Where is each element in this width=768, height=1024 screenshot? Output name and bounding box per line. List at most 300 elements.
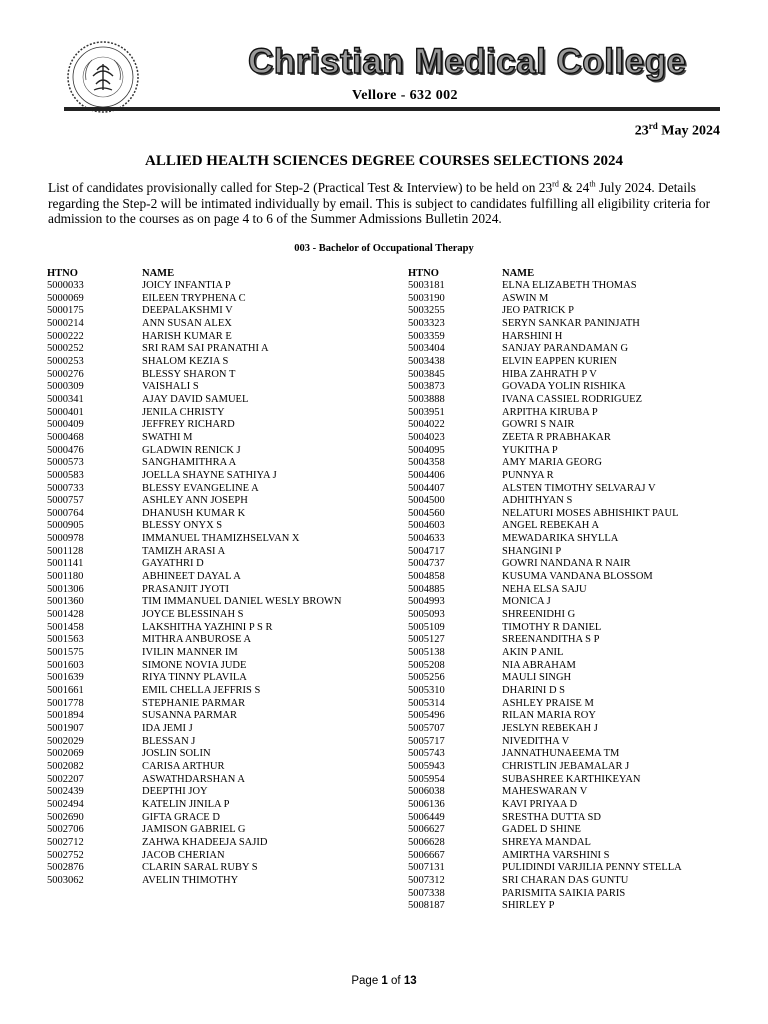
- candidate-name: PUNNYA R: [502, 469, 554, 481]
- candidate-name: ELVIN EAPPEN KURIEN: [502, 355, 618, 367]
- candidate-htno: 5000409: [47, 419, 84, 431]
- candidate-htno: 5000401: [47, 406, 84, 418]
- course-heading: 003 - Bachelor of Occupational Therapy: [294, 243, 474, 254]
- candidate-htno: 5000476: [47, 444, 84, 456]
- candidate-name: PULIDINDI VARJILIA PENNY STELLA: [502, 862, 682, 874]
- candidate-row: [47, 394, 372, 407]
- candidate-name: VAISHALI S: [142, 381, 199, 393]
- candidate-row: [47, 280, 372, 293]
- candidate-name: BLESSY EVANGELINE A: [142, 482, 259, 494]
- candidate-htno: 5005943: [408, 760, 445, 772]
- candidate-row: [408, 520, 732, 533]
- candidate-htno: 5004717: [408, 545, 445, 557]
- candidate-row: [47, 369, 372, 382]
- candidate-htno: 5005496: [408, 710, 445, 722]
- htno-column-header: HTNO: [47, 268, 78, 279]
- candidate-row: [47, 432, 372, 445]
- candidate-row: [408, 369, 732, 382]
- candidate-name: SHIRLEY P: [502, 900, 555, 912]
- candidate-row: [47, 520, 372, 533]
- candidate-name: SWATHI M: [142, 431, 193, 443]
- candidate-row: [408, 495, 732, 508]
- candidate-htno: 5002069: [47, 748, 84, 760]
- candidate-row: [408, 875, 732, 888]
- candidate-htno: 5000214: [47, 317, 84, 329]
- candidate-htno: 5004603: [408, 520, 445, 532]
- candidate-name: GLADWIN RENICK J: [142, 444, 241, 456]
- candidate-name: SHANGINI P: [502, 545, 562, 557]
- candidate-row: [47, 571, 372, 584]
- candidate-name: SANGHAMITHRA A: [142, 457, 237, 469]
- candidate-row: [408, 761, 732, 774]
- college-seal-logo: [66, 40, 140, 114]
- candidate-row: [47, 318, 372, 331]
- candidate-name: DEEPALAKSHMI V: [142, 305, 233, 317]
- college-name: Christian Medical College: [248, 42, 687, 81]
- candidate-name: MEWADARIKA SHYLLA: [502, 533, 619, 545]
- candidate-row: [408, 546, 732, 559]
- candidate-name: ANN SUSAN ALEX: [142, 317, 232, 329]
- candidate-htno: 5000253: [47, 355, 84, 367]
- candidate-row: [47, 748, 372, 761]
- candidate-htno: 5000252: [47, 343, 84, 355]
- candidate-htno: 5001603: [47, 659, 84, 671]
- candidate-name: PARISMITA SAIKIA PARIS: [502, 887, 626, 899]
- candidate-row: [47, 647, 372, 660]
- candidate-name: AMY MARIA GEORG: [502, 457, 602, 469]
- candidate-htno: 5003190: [408, 292, 445, 304]
- candidate-htno: 5007338: [408, 887, 445, 899]
- candidate-row: [47, 875, 372, 888]
- candidate-row: [47, 862, 372, 875]
- candidate-htno: 5005093: [408, 609, 445, 621]
- candidate-row: [408, 381, 732, 394]
- candidate-row: [408, 280, 732, 293]
- candidate-name: AMIRTHA VARSHINI S: [502, 849, 610, 861]
- candidate-name: SERYN SANKAR PANINJATH: [502, 317, 640, 329]
- candidate-htno: 5006667: [408, 849, 445, 861]
- candidate-row: [408, 824, 732, 837]
- candidate-row: [408, 698, 732, 711]
- candidate-htno: 5002207: [47, 773, 84, 785]
- candidate-htno: 5003062: [47, 874, 84, 886]
- candidate-name: GOWRI NANDANA R NAIR: [502, 558, 631, 570]
- candidate-row: [47, 672, 372, 685]
- candidate-name: HARSHINI H: [502, 330, 563, 342]
- candidate-htno: 5001360: [47, 596, 84, 608]
- candidate-name: SRESTHA DUTTA SD: [502, 811, 601, 823]
- candidate-htno: 5000069: [47, 292, 84, 304]
- candidate-htno: 5005743: [408, 748, 445, 760]
- candidate-name: MAULI SINGH: [502, 672, 572, 684]
- candidate-htno: 5005138: [408, 647, 445, 659]
- candidate-row: [408, 799, 732, 812]
- candidate-row: [408, 318, 732, 331]
- candidate-row: [408, 584, 732, 597]
- candidate-name: SUSANNA PARMAR: [142, 710, 238, 722]
- candidate-name: ARPITHA KIRUBA P: [502, 406, 598, 418]
- candidate-row: [408, 571, 732, 584]
- candidate-name: CHRISTLIN JEBAMALAR J: [502, 760, 630, 772]
- candidate-htno: 5001128: [47, 545, 84, 557]
- candidate-row: [408, 774, 732, 787]
- candidate-name: DHARINI D S: [502, 685, 565, 696]
- candidate-name: DEEPTHI JOY: [142, 786, 208, 798]
- candidate-htno: 5001661: [47, 685, 84, 696]
- candidate-name: AKIN P ANIL: [502, 647, 564, 659]
- candidate-name: JESLYN REBEKAH J: [502, 722, 598, 734]
- candidate-htno: 5004885: [408, 583, 445, 595]
- candidate-name: LAKSHITHA YAZHINI P S R: [142, 621, 273, 633]
- candidate-htno: 5004407: [408, 482, 445, 494]
- candidate-row: [408, 748, 732, 761]
- candidate-htno: 5001894: [47, 710, 84, 722]
- candidate-htno: 5001141: [47, 558, 84, 570]
- candidate-htno: 5003323: [408, 317, 445, 329]
- candidate-htno: 5000175: [47, 305, 84, 317]
- candidate-htno: 5005208: [408, 659, 445, 671]
- candidate-htno: 5005717: [408, 735, 445, 747]
- candidate-row: [408, 331, 732, 344]
- candidate-htno: 5002706: [47, 824, 84, 836]
- candidate-name: AVELIN THIMOTHY: [142, 874, 239, 886]
- candidate-row: [408, 432, 732, 445]
- candidate-htno: 5005707: [408, 722, 445, 734]
- candidate-htno: 5002082: [47, 760, 84, 772]
- candidate-name: MAHESWARAN V: [502, 786, 588, 798]
- candidate-htno: 5002690: [47, 811, 84, 823]
- candidate-name: SANJAY PARANDAMAN G: [502, 343, 629, 355]
- candidate-name: KUSUMA VANDANA BLOSSOM: [502, 571, 653, 583]
- list-header: [408, 267, 732, 280]
- candidate-name: IVANA CASSIEL RODRIGUEZ: [502, 393, 643, 405]
- candidate-name: GIFTA GRACE D: [142, 811, 220, 823]
- candidate-name: TIM IMMANUEL DANIEL WESLY BROWN: [142, 596, 342, 608]
- candidate-row: [47, 786, 372, 799]
- candidate-htno: 5004993: [408, 596, 445, 608]
- candidate-htno: 5008187: [408, 900, 445, 912]
- candidate-row: [408, 786, 732, 799]
- candidate-name: ANGEL REBEKAH A: [502, 520, 600, 532]
- candidate-htno: 5001428: [47, 609, 84, 621]
- candidate-row: [408, 685, 732, 698]
- candidate-name: STEPHANIE PARMAR: [142, 697, 246, 709]
- candidate-htno: 5007131: [408, 862, 445, 874]
- candidate-htno: 5004023: [408, 431, 445, 443]
- candidate-row: [408, 672, 732, 685]
- candidate-row: [47, 381, 372, 394]
- candidate-row: [47, 356, 372, 369]
- candidate-row: [47, 343, 372, 356]
- candidate-name: ADHITHYAN S: [502, 495, 573, 507]
- candidate-row: [47, 584, 372, 597]
- candidate-name: KATELIN JINILA P: [142, 798, 230, 810]
- candidate-row: [47, 419, 372, 432]
- candidate-row: [47, 723, 372, 736]
- document-date: 23rd May 2024: [634, 121, 720, 139]
- candidate-row: [408, 457, 732, 470]
- candidate-name: JENILA CHRISTY: [142, 406, 225, 418]
- candidate-htno: 5002712: [47, 836, 84, 848]
- candidate-name: ZEETA R PRABHAKAR: [502, 431, 611, 443]
- candidate-list-left: [47, 267, 372, 888]
- candidate-name: SHREENIDHI G: [502, 609, 576, 621]
- candidate-name: HIBA ZAHRATH P V: [502, 368, 597, 380]
- page-number: Page 1 of 13: [351, 975, 417, 987]
- candidate-htno: 5000764: [47, 507, 84, 519]
- candidate-row: [408, 483, 732, 496]
- candidate-htno: 5003255: [408, 305, 445, 317]
- candidate-htno: 5000033: [47, 280, 84, 291]
- candidate-row: [408, 407, 732, 420]
- candidate-name: NEHA ELSA SAJU: [502, 583, 587, 595]
- candidate-row: [47, 634, 372, 647]
- candidate-htno: 5005954: [408, 773, 445, 785]
- candidate-row: [408, 356, 732, 369]
- candidate-name: NIA ABRAHAM: [502, 659, 576, 671]
- candidate-name: PRASANJIT JYOTI: [142, 583, 230, 595]
- candidate-htno: 5003951: [408, 406, 445, 418]
- candidate-name: JACOB CHERIAN: [142, 849, 225, 861]
- candidate-name: ASHLEY PRAISE M: [502, 697, 594, 709]
- candidate-row: [47, 710, 372, 723]
- candidate-name: GADEL D SHINE: [502, 824, 581, 836]
- candidate-row: [47, 293, 372, 306]
- candidate-name: SUBASHREE KARTHIKEYAN: [502, 773, 641, 785]
- candidate-row: [408, 596, 732, 609]
- candidate-name: BLESSY ONYX S: [142, 520, 223, 532]
- candidate-name: NELATURI MOSES ABHISHIKT PAUL: [502, 507, 679, 519]
- candidate-htno: 5006449: [408, 811, 445, 823]
- candidate-htno: 5003438: [408, 355, 445, 367]
- candidate-htno: 5000341: [47, 393, 84, 405]
- candidate-htno: 5007312: [408, 874, 445, 886]
- candidate-name: JANNATHUNAEEMA TM: [502, 748, 620, 760]
- candidate-row: [47, 609, 372, 622]
- candidate-htno: 5006627: [408, 824, 445, 836]
- candidate-name: ABHINEET DAYAL A: [142, 571, 241, 583]
- candidate-name: BLESSY SHARON T: [142, 368, 236, 380]
- candidate-htno: 5000309: [47, 381, 84, 393]
- candidate-htno: 5002029: [47, 735, 84, 747]
- candidate-name: TIMOTHY R DANIEL: [502, 621, 602, 633]
- candidate-htno: 5002439: [47, 786, 84, 798]
- candidate-row: [408, 660, 732, 673]
- candidate-name: IMMANUEL THAMIZHSELVAN X: [142, 533, 300, 545]
- candidate-name: CLARIN SARAL RUBY S: [142, 862, 258, 874]
- candidate-htno: 5004560: [408, 507, 445, 519]
- candidate-row: [47, 685, 372, 698]
- candidate-row: [408, 647, 732, 660]
- candidate-htno: 5001180: [47, 571, 84, 583]
- candidate-row: [408, 736, 732, 749]
- intro-paragraph: List of candidates provisionally called for Step-2 (Practical Test & Interview) to be held on 23rd & 24th July 2024. Details regarding the Step-2 will be intimated individually by email. This is subject to candidates fulfilling all eligibility criteria for admission to the courses as on page 4 to 6 of the Summer Admissions Bulletin 2024.: [48, 179, 711, 226]
- candidate-row: [47, 812, 372, 825]
- candidate-row: [47, 483, 372, 496]
- candidate-row: [408, 888, 732, 901]
- candidate-htno: 5001458: [47, 621, 84, 633]
- candidate-row: [47, 305, 372, 318]
- candidate-htno: 5004633: [408, 533, 445, 545]
- candidate-htno: 5000733: [47, 482, 84, 494]
- candidate-row: [408, 508, 732, 521]
- candidate-htno: 5002752: [47, 849, 84, 861]
- candidate-row: [47, 837, 372, 850]
- candidate-row: [408, 634, 732, 647]
- candidate-name: IVILIN MANNER IM: [142, 647, 238, 659]
- candidate-htno: 5000583: [47, 469, 84, 481]
- candidate-list-right: [408, 267, 732, 913]
- candidate-name: RIYA TINNY PLAVILA: [142, 672, 247, 684]
- candidate-name: MONICA J: [502, 596, 551, 608]
- candidate-name: ASWIN M: [502, 292, 549, 304]
- candidate-name: IDA JEMI J: [142, 722, 193, 734]
- candidate-name: KAVI PRIYAA D: [502, 798, 578, 810]
- candidate-row: [408, 710, 732, 723]
- candidate-row: [47, 698, 372, 711]
- candidate-name: YUKITHA P: [502, 444, 558, 456]
- candidate-row: [408, 622, 732, 635]
- candidate-row: [47, 660, 372, 673]
- candidate-htno: 5000468: [47, 431, 84, 443]
- candidate-htno: 5004500: [408, 495, 445, 507]
- candidate-htno: 5000222: [47, 330, 84, 342]
- candidate-name: NIVEDITHA V: [502, 735, 570, 747]
- candidate-name: RILAN MARIA ROY: [502, 710, 596, 722]
- candidate-name: ELNA ELIZABETH THOMAS: [502, 280, 637, 291]
- candidate-row: [408, 723, 732, 736]
- candidate-name: AJAY DAVID SAMUEL: [142, 393, 249, 405]
- candidate-name: CARISA ARTHUR: [142, 760, 225, 772]
- candidate-name: JOSLIN SOLIN: [142, 748, 211, 760]
- candidate-name: TAMIZH ARASI A: [142, 545, 226, 557]
- candidate-htno: 5001639: [47, 672, 84, 684]
- candidate-row: [408, 900, 732, 913]
- candidate-row: [47, 495, 372, 508]
- candidate-htno: 5004022: [408, 419, 445, 431]
- candidate-row: [47, 407, 372, 420]
- candidate-htno: 5004406: [408, 469, 445, 481]
- candidate-htno: 5004737: [408, 558, 445, 570]
- candidate-name: HARISH KUMAR E: [142, 330, 232, 342]
- candidate-htno: 5004358: [408, 457, 445, 469]
- candidate-htno: 5003359: [408, 330, 445, 342]
- candidate-name: SRI RAM SAI PRANATHI A: [142, 343, 269, 355]
- candidate-htno: 5003873: [408, 381, 445, 393]
- candidate-name: EILEEN TRYPHENA C: [142, 292, 246, 304]
- candidate-row: [47, 558, 372, 571]
- candidate-htno: 5001907: [47, 722, 84, 734]
- candidate-row: [408, 609, 732, 622]
- candidate-htno: 5002494: [47, 798, 84, 810]
- candidate-row: [47, 331, 372, 344]
- candidate-row: [408, 850, 732, 863]
- college-address: Vellore - 632 002: [352, 88, 458, 103]
- candidate-name: JOICY INFANTIA P: [142, 280, 231, 291]
- htno-column-header: HTNO: [408, 268, 439, 279]
- candidate-name: SIMONE NOVIA JUDE: [142, 659, 247, 671]
- candidate-htno: 5000757: [47, 495, 84, 507]
- candidate-htno: 5003845: [408, 368, 445, 380]
- candidate-name: GOVADA YOLIN RISHIKA: [502, 381, 626, 393]
- candidate-name: JEFFREY RICHARD: [142, 419, 235, 431]
- candidate-htno: 5003181: [408, 280, 445, 291]
- document-title: ALLIED HEALTH SCIENCES DEGREE COURSES SELECTIONS 2024: [145, 153, 623, 169]
- candidate-row: [408, 533, 732, 546]
- candidate-name: EMIL CHELLA JEFFRIS S: [142, 685, 261, 696]
- candidate-name: ASHLEY ANN JOSEPH: [142, 495, 248, 507]
- candidate-htno: 5006136: [408, 798, 445, 810]
- candidate-htno: 5001563: [47, 634, 84, 646]
- candidate-row: [408, 343, 732, 356]
- name-column-header: NAME: [502, 268, 535, 279]
- candidate-name: SHALOM KEZIA S: [142, 355, 229, 367]
- candidate-htno: 5005314: [408, 697, 445, 709]
- candidate-row: [47, 457, 372, 470]
- candidate-row: [47, 596, 372, 609]
- candidate-name: SRI CHARAN DAS GUNTU: [502, 874, 629, 886]
- candidate-row: [47, 824, 372, 837]
- candidate-name: JOYCE BLESSINAH S: [142, 609, 244, 621]
- candidate-row: [408, 837, 732, 850]
- header-divider: [64, 107, 720, 111]
- candidate-name: SREENANDITHA S P: [502, 634, 600, 646]
- candidate-row: [47, 445, 372, 458]
- candidate-name: BLESSAN J: [142, 735, 196, 747]
- name-column-header: NAME: [142, 268, 175, 279]
- candidate-row: [408, 394, 732, 407]
- candidate-htno: 5001575: [47, 647, 84, 659]
- candidate-row: [47, 774, 372, 787]
- candidate-row: [47, 622, 372, 635]
- candidate-row: [47, 470, 372, 483]
- candidate-row: [47, 546, 372, 559]
- candidate-htno: 5004095: [408, 444, 445, 456]
- candidate-row: [47, 850, 372, 863]
- candidate-row: [408, 419, 732, 432]
- candidate-row: [47, 533, 372, 546]
- candidate-htno: 5004858: [408, 571, 445, 583]
- candidate-name: ASWATHDARSHAN A: [142, 773, 245, 785]
- candidate-row: [408, 812, 732, 825]
- candidate-htno: 5000978: [47, 533, 84, 545]
- candidate-htno: 5003404: [408, 343, 445, 355]
- candidate-name: GOWRI S NAIR: [502, 419, 575, 431]
- candidate-name: JOELLA SHAYNE SATHIYA J: [142, 469, 277, 481]
- candidate-row: [408, 558, 732, 571]
- candidate-htno: 5000905: [47, 520, 84, 532]
- candidate-row: [47, 508, 372, 521]
- candidate-htno: 5005310: [408, 685, 445, 696]
- candidate-name: DHANUSH KUMAR K: [142, 507, 246, 519]
- candidate-name: JAMISON GABRIEL G: [142, 824, 246, 836]
- candidate-row: [408, 862, 732, 875]
- candidate-htno: 5006038: [408, 786, 445, 798]
- candidate-htno: 5006628: [408, 836, 445, 848]
- candidate-htno: 5001306: [47, 583, 84, 595]
- candidate-name: ALSTEN TIMOTHY SELVARAJ V: [502, 482, 656, 494]
- candidate-row: [408, 305, 732, 318]
- list-header: [47, 267, 372, 280]
- candidate-name: GAYATHRI D: [142, 558, 204, 570]
- candidate-htno: 5002876: [47, 862, 84, 874]
- candidate-name: SHREYA MANDAL: [502, 836, 591, 848]
- candidate-htno: 5005127: [408, 634, 445, 646]
- candidate-row: [408, 445, 732, 458]
- candidate-row: [47, 799, 372, 812]
- candidate-row: [47, 761, 372, 774]
- candidate-name: JEO PATRICK P: [502, 305, 574, 317]
